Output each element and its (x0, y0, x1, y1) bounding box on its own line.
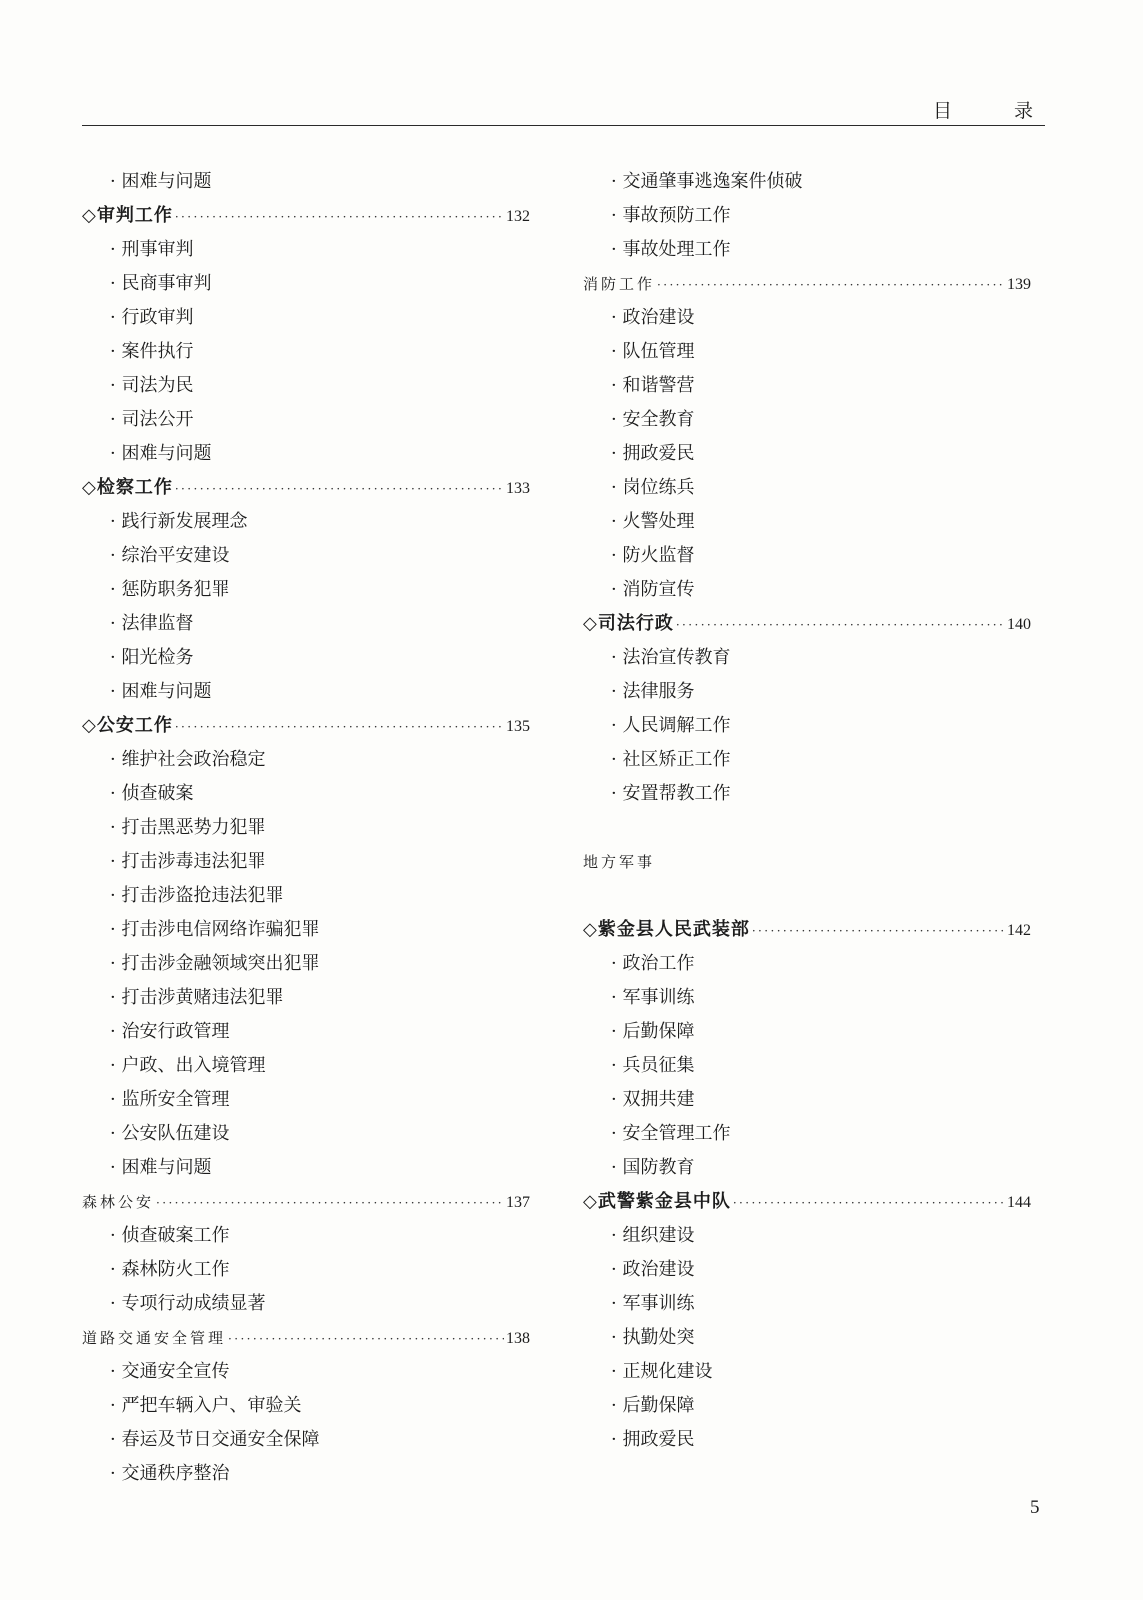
toc-entry-title: ◇检察工作 (82, 477, 173, 498)
toc-subentry[interactable] (82, 743, 530, 777)
toc-entry-title: · 司法为民 (110, 375, 194, 396)
toc-subentry[interactable] (82, 1423, 530, 1457)
toc-subentry[interactable] (82, 675, 530, 709)
toc-entry-title: · 侦查破案工作 (110, 1225, 230, 1246)
toc-entry-title: · 后勤保障 (611, 1395, 695, 1416)
toc-entry-title: · 法律监督 (110, 613, 194, 634)
toc-entry-title: · 困难与问题 (110, 1157, 212, 1178)
toc-subentry[interactable] (583, 165, 1031, 199)
toc-plain-entry[interactable] (82, 1321, 530, 1355)
toc-entry-title: ◇司法行政 (583, 613, 674, 634)
toc-subentry[interactable] (82, 301, 530, 335)
toc-entry-title: · 队伍管理 (611, 341, 695, 362)
toc-entry-title: · 政治建设 (611, 1259, 695, 1280)
toc-subentry[interactable] (583, 505, 1031, 539)
toc-page-number: 137 (506, 1194, 530, 1211)
toc-subentry[interactable] (583, 641, 1031, 675)
toc-subentry[interactable] (583, 199, 1031, 233)
toc-entry-title: · 民商事审判 (110, 273, 212, 294)
dot-leader (657, 268, 1005, 302)
toc-entry-title: · 交通秩序整治 (110, 1463, 230, 1484)
toc-entry-title: · 春运及节日交通安全保障 (110, 1429, 320, 1450)
toc-subentry[interactable] (583, 233, 1031, 267)
toc-entry-title: · 打击涉金融领域突出犯罪 (110, 953, 320, 974)
toc-subentry[interactable] (82, 641, 530, 675)
toc-entry-title: · 兵员征集 (611, 1055, 695, 1076)
toc-subentry[interactable] (82, 1389, 530, 1423)
toc-subentry[interactable] (82, 981, 530, 1015)
toc-section-entry[interactable] (82, 709, 530, 743)
toc-entry-title: · 困难与问题 (110, 171, 212, 192)
toc-plain-entry[interactable] (82, 1185, 530, 1219)
toc-entry-title: · 严把车辆入户、审验关 (110, 1395, 302, 1416)
toc-subentry[interactable] (583, 1287, 1031, 1321)
toc-entry-title: 道路交通安全管理 (82, 1329, 227, 1347)
toc-subentry[interactable] (583, 1083, 1031, 1117)
toc-subentry[interactable] (82, 1049, 530, 1083)
toc-entry-title: · 治安行政管理 (110, 1021, 230, 1042)
toc-left-column (82, 165, 530, 1491)
toc-entry-title: · 政治建设 (611, 307, 695, 328)
toc-page-number: 132 (506, 208, 530, 225)
toc-subentry[interactable] (82, 403, 530, 437)
toc-subentry[interactable] (583, 403, 1031, 437)
toc-subentry[interactable] (82, 1219, 530, 1253)
toc-entry-title: · 公安队伍建设 (110, 1123, 230, 1144)
toc-subentry[interactable] (583, 675, 1031, 709)
toc-subentry[interactable] (82, 233, 530, 267)
toc-subentry[interactable] (82, 777, 530, 811)
toc-subentry[interactable] (82, 437, 530, 471)
toc-subentry[interactable] (82, 1457, 530, 1491)
toc-subentry[interactable] (583, 1015, 1031, 1049)
toc-entry-title: · 打击涉黄赌违法犯罪 (110, 987, 284, 1008)
toc-entry-title: · 打击涉盗抢违法犯罪 (110, 885, 284, 906)
toc-entry-title: · 法治宣传教育 (611, 647, 731, 668)
toc-page-number: 138 (506, 1330, 530, 1347)
toc-spacer (583, 811, 1031, 845)
toc-section-entry[interactable] (82, 471, 530, 505)
toc-subentry[interactable] (82, 811, 530, 845)
toc-entry-title: · 森林防火工作 (110, 1259, 230, 1280)
toc-entry-title: · 监所安全管理 (110, 1089, 230, 1110)
toc-subentry[interactable] (583, 471, 1031, 505)
toc-entry-title: · 困难与问题 (110, 443, 212, 464)
toc-entry-title: · 双拥共建 (611, 1089, 695, 1110)
toc-subentry[interactable] (82, 1083, 530, 1117)
toc-entry-title: · 法律服务 (611, 681, 695, 702)
toc-subentry[interactable] (82, 1355, 530, 1389)
toc-entry-title: · 和谐警营 (611, 375, 695, 396)
toc-entry-title: · 事故处理工作 (611, 239, 731, 260)
toc-entry-title: · 户政、出入境管理 (110, 1055, 266, 1076)
toc-entry-title: · 专项行动成绩显著 (110, 1293, 266, 1314)
toc-subentry[interactable] (583, 437, 1031, 471)
toc-subentry[interactable] (82, 947, 530, 981)
toc-subentry[interactable] (82, 573, 530, 607)
toc-page-number: 139 (1007, 276, 1031, 293)
toc-subentry[interactable] (583, 369, 1031, 403)
toc-entry-title: · 防火监督 (611, 545, 695, 566)
toc-subentry[interactable] (583, 1253, 1031, 1287)
toc-section-entry[interactable] (583, 913, 1031, 947)
toc-entry-title: · 火警处理 (611, 511, 695, 532)
toc-subentry[interactable] (583, 777, 1031, 811)
toc-entry-title: · 交通安全宣传 (110, 1361, 230, 1382)
toc-entry-title: · 阳光检务 (110, 647, 194, 668)
toc-subentry[interactable] (82, 1117, 530, 1151)
dot-leader (175, 200, 504, 234)
toc-subentry[interactable] (583, 1355, 1031, 1389)
toc-entry-title: · 消防宣传 (611, 579, 695, 600)
toc-entry-title: · 困难与问题 (110, 681, 212, 702)
toc-entry-title: · 打击涉电信网络诈骗犯罪 (110, 919, 320, 940)
dot-leader (676, 608, 1005, 642)
toc-entry-title: · 侦查破案 (110, 783, 194, 804)
toc-section-entry[interactable] (82, 199, 530, 233)
toc-subentry[interactable] (583, 1423, 1031, 1457)
toc-entry-title: · 拥政爱民 (611, 443, 695, 464)
toc-entry-title: · 打击黑恶势力犯罪 (110, 817, 266, 838)
toc-subentry[interactable] (82, 1287, 530, 1321)
toc-subentry[interactable] (82, 505, 530, 539)
toc-entry-title: · 社区矫正工作 (611, 749, 731, 770)
toc-entry-title: · 岗位练兵 (611, 477, 695, 498)
dot-leader (175, 472, 504, 506)
toc-entry-title: · 惩防职务犯罪 (110, 579, 230, 600)
toc-subentry[interactable] (583, 743, 1031, 777)
toc-subentry[interactable] (82, 369, 530, 403)
toc-subentry[interactable] (583, 1151, 1031, 1185)
page-header-title: 目 录 (933, 100, 1062, 122)
toc-entry-title: ◇公安工作 (82, 715, 173, 736)
toc-subentry[interactable] (583, 335, 1031, 369)
toc-entry-title: · 正规化建设 (611, 1361, 713, 1382)
dot-leader (733, 1186, 1005, 1220)
toc-entry-title: · 司法公开 (110, 409, 194, 430)
toc-entry-title: · 维护社会政治稳定 (110, 749, 266, 770)
toc-subentry[interactable] (82, 913, 530, 947)
toc-subentry[interactable] (82, 845, 530, 879)
toc-spacer (583, 879, 1031, 913)
toc-subentry[interactable] (82, 1253, 530, 1287)
toc-entry-title: · 人民调解工作 (611, 715, 731, 736)
toc-plain-entry[interactable] (583, 845, 1031, 879)
toc-entry-title: · 综治平安建设 (110, 545, 230, 566)
header-divider (82, 125, 1045, 126)
toc-plain-entry[interactable] (583, 267, 1031, 301)
dot-leader (752, 914, 1005, 948)
toc-subentry[interactable] (583, 1049, 1031, 1083)
toc-entry-title: · 打击涉毒违法犯罪 (110, 851, 266, 872)
toc-subentry[interactable] (583, 1219, 1031, 1253)
toc-subentry[interactable] (583, 1321, 1031, 1355)
toc-entry-title: · 践行新发展理念 (110, 511, 248, 532)
toc-subentry[interactable] (583, 709, 1031, 743)
toc-entry-title: · 组织建设 (611, 1225, 695, 1246)
page-number: 5 (1030, 1497, 1040, 1518)
toc-subentry[interactable] (82, 1015, 530, 1049)
toc-entry-title: · 后勤保障 (611, 1021, 695, 1042)
toc-entry-title: 地方军事 (583, 853, 656, 871)
toc-subentry[interactable] (82, 607, 530, 641)
toc-subentry[interactable] (82, 539, 530, 573)
toc-entry-title: · 政治工作 (611, 953, 695, 974)
toc-page-number: 144 (1007, 1194, 1031, 1211)
toc-entry-title: ◇审判工作 (82, 205, 173, 226)
toc-page-number: 133 (506, 480, 530, 497)
toc-entry-title: ◇紫金县人民武装部 (583, 919, 750, 940)
toc-entry-title: · 安全教育 (611, 409, 695, 430)
toc-entry-title: · 国防教育 (611, 1157, 695, 1178)
toc-entry-title: · 军事训练 (611, 1293, 695, 1314)
toc-entry-title: · 案件执行 (110, 341, 194, 362)
toc-right-column (583, 165, 1031, 1457)
toc-subentry[interactable] (82, 879, 530, 913)
toc-page-number: 140 (1007, 616, 1031, 633)
dot-leader (228, 1322, 504, 1356)
toc-entry-title: · 刑事审判 (110, 239, 194, 260)
toc-entry-title: · 拥政爱民 (611, 1429, 695, 1450)
toc-subentry[interactable] (82, 335, 530, 369)
toc-subentry[interactable] (82, 267, 530, 301)
toc-entry-title: 森林公安 (82, 1193, 155, 1211)
toc-entry-title: 消防工作 (583, 275, 656, 293)
toc-entry-title: · 事故预防工作 (611, 205, 731, 226)
toc-entry-title: · 安置帮教工作 (611, 783, 731, 804)
toc-subentry[interactable] (583, 947, 1031, 981)
dot-leader (175, 710, 504, 744)
toc-page-number: 135 (506, 718, 530, 735)
toc-entry-title: · 执勤处突 (611, 1327, 695, 1348)
toc-entry-title: · 交通肇事逃逸案件侦破 (611, 171, 803, 192)
toc-subentry[interactable] (583, 1117, 1031, 1151)
toc-page-number: 142 (1007, 922, 1031, 939)
toc-entry-title: · 安全管理工作 (611, 1123, 731, 1144)
toc-section-entry[interactable] (583, 1185, 1031, 1219)
toc-subentry[interactable] (583, 573, 1031, 607)
toc-section-entry[interactable] (583, 607, 1031, 641)
toc-subentry[interactable] (583, 1389, 1031, 1423)
toc-entry-title: ◇武警紫金县中队 (583, 1191, 731, 1212)
toc-entry-title: · 行政审判 (110, 307, 194, 328)
toc-subentry[interactable] (583, 981, 1031, 1015)
dot-leader (156, 1186, 504, 1220)
toc-subentry[interactable] (583, 539, 1031, 573)
toc-subentry[interactable] (583, 301, 1031, 335)
toc-subentry[interactable] (82, 1151, 530, 1185)
toc-entry-title: · 军事训练 (611, 987, 695, 1008)
toc-subentry[interactable] (82, 165, 530, 199)
